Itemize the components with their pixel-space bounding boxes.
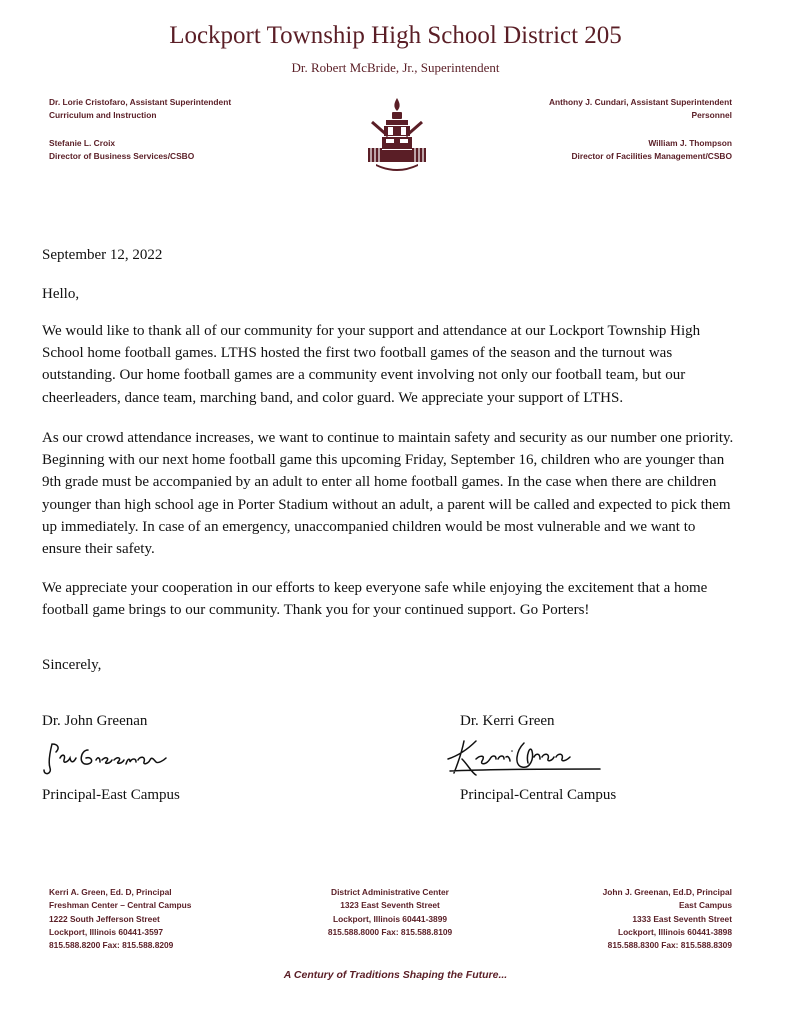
footer-tagline: A Century of Traditions Shaping the Future... (283, 969, 508, 981)
footer-line: District Administrative Center (331, 887, 449, 897)
signer-title-central: Principal-Central Campus (460, 787, 617, 803)
letter-date: September 12, 2022 (42, 247, 163, 263)
admin-title: Curriculum and Instruction (49, 110, 157, 120)
signer-name-east: Dr. John Greenan (42, 713, 148, 729)
admin-left-top (49, 96, 231, 122)
signer-name-central: Dr. Kerri Green (460, 713, 555, 729)
body-paragraph-2: As our crowd attendance increases, we want to continue to maintain safety and security as our number one priority. Beginning with our next home football game this upcoming Friday, September 16, children who are younger than 9th grade must be accompanied by an adult to enter all home football games. In the case when there are children younger than high school age in Porter Stadium without an adult, a parent will be called and expected to pick them up immediately. In case of an emergency, unaccompanied children would be most vulnerable and we want to ensure their safety. (42, 430, 734, 558)
admin-right-top (549, 96, 732, 122)
footer-line: Lockport, Illinois 60441-3899 (332, 913, 448, 924)
letter-greeting: Hello, (42, 286, 80, 302)
footer-line: 1323 East Seventh Street (340, 900, 440, 911)
footer-district-center (290, 886, 490, 939)
signature-john-greenan (40, 738, 170, 780)
admin-name: Stefanie L. Croix (49, 138, 116, 148)
admin-left-bottom (49, 137, 194, 163)
signer-title-east: Principal-East Campus (42, 787, 180, 803)
admin-title: Director of Facilities Management/CSBO (571, 151, 732, 161)
footer-line: Freshman Center – Central Campus (49, 900, 192, 911)
signature-kerri-green (440, 735, 605, 781)
footer-line: John J. Greenan, Ed.D, Principal (602, 887, 732, 897)
footer-line: 815.588.8000 Fax: 815.588.8109 (327, 926, 453, 937)
letter-closing: Sincerely, (42, 657, 102, 673)
footer-east-campus (603, 886, 732, 952)
admin-name: Dr. Lorie Cristofaro, Assistant Superintendent (49, 97, 232, 107)
body-paragraph-1: We would like to thank all of our community for your support and attendance at our Lockport Township High School home football games. LTHS hosted the first two football games of the season and the turnout was outstanding. Our home football games are a community event involving not only our football team, but our cheerleaders, dance team, marching band, and color guard. We appreciate your support of LTHS. (42, 323, 701, 406)
admin-title: Director of Business Services/CSBO (49, 151, 195, 161)
lths-crest-icon (366, 96, 428, 172)
footer-line: 815.588.8200 Fax: 815.588.8209 (49, 940, 174, 951)
footer-line: Kerri A. Green, Ed. D, Principal (49, 887, 172, 897)
admin-right-bottom (571, 137, 732, 163)
admin-name: Anthony J. Cundari, Assistant Superintendent (548, 97, 732, 107)
admin-title: Personnel (691, 110, 732, 120)
admin-name: William J. Thompson (648, 138, 732, 148)
footer-line: 1222 South Jefferson Street (49, 913, 160, 924)
footer-line: Lockport, Illinois 60441-3898 (617, 926, 732, 937)
footer-line: Lockport, Illinois 60441-3597 (49, 926, 164, 937)
superintendent-line: Dr. Robert McBride, Jr., Superintendent (291, 60, 500, 75)
footer-line: 1333 East Seventh Street (632, 913, 732, 924)
footer-central-campus (49, 886, 191, 952)
footer-line: 815.588.8300 Fax: 815.588.8309 (607, 940, 732, 951)
district-name: Lockport Township High School District 205 (169, 22, 622, 49)
body-paragraph-3: We appreciate your cooperation in our efforts to keep everyone safe while enjoying the excitement that a home football game brings to our community. Thank you for your continued support. Go Porters! (42, 580, 708, 619)
footer-line: East Campus (678, 900, 732, 911)
